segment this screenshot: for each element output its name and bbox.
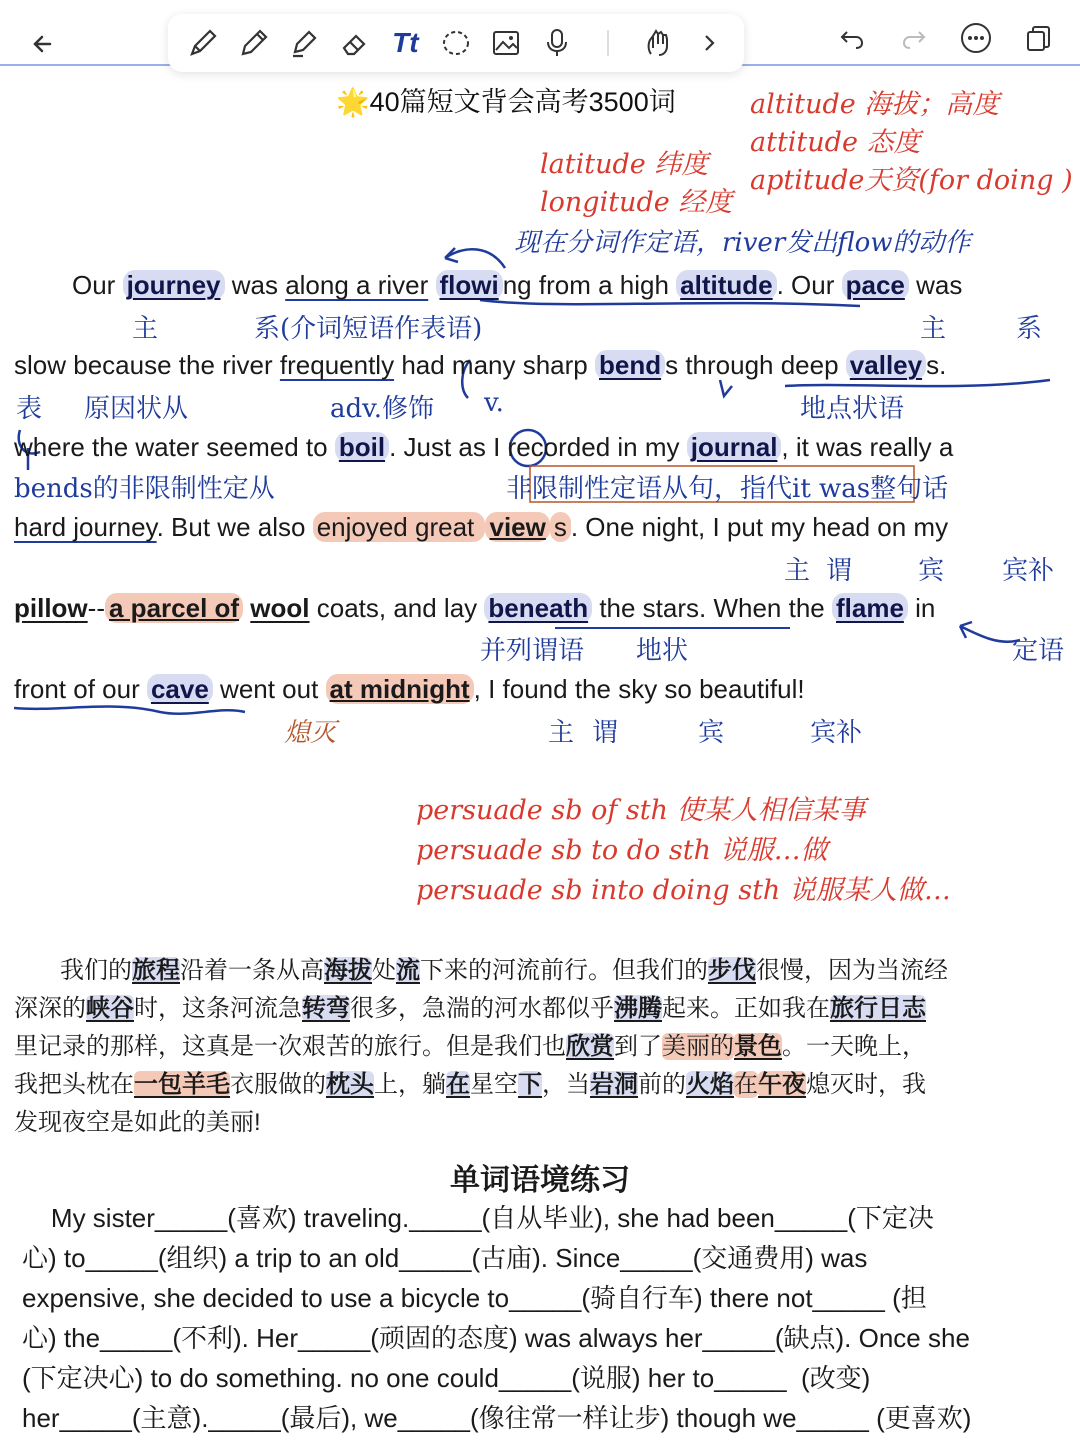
word-pillow: pillow	[14, 593, 88, 623]
tag: 主	[132, 314, 159, 344]
keyword: 美丽的	[662, 1033, 734, 1060]
tag: 系	[1016, 314, 1043, 344]
text: . Just	[389, 432, 459, 462]
word-journey: journey	[123, 270, 225, 300]
text: , it was really a	[781, 432, 954, 462]
keyword: 枕头	[326, 1071, 374, 1098]
text: s.	[926, 350, 947, 380]
phrase-hard-journey: hard journey	[14, 512, 157, 542]
text: where the water seemed to	[14, 432, 335, 462]
word-bends: bend	[595, 350, 665, 380]
cn-line	[14, 990, 1066, 1028]
note-aptitude: aptitude天资(for doing )	[750, 165, 1073, 196]
phrase-a-parcel-of: a parcel of	[105, 593, 243, 623]
text: 我们的	[60, 957, 132, 984]
word-wool: wool	[250, 593, 310, 623]
keyword: 下	[518, 1071, 542, 1098]
tag: 地状	[636, 636, 689, 666]
tag: 主	[548, 718, 575, 748]
word-cave: cave	[147, 674, 213, 704]
text: . Our	[776, 270, 842, 300]
keyword: 旅行日志	[830, 995, 926, 1022]
text: was	[224, 270, 286, 300]
text: 起来。正如我在	[662, 995, 830, 1022]
word-valleys: valley	[846, 350, 926, 380]
cn-line	[14, 1066, 1066, 1104]
note-longitude: longitude 经度	[540, 187, 733, 218]
exercise-title: 单词语境练习	[450, 1164, 630, 1197]
text-tool-label: Tt	[392, 27, 419, 58]
passage-line-6	[14, 676, 1070, 702]
phrase-along-a-river: along a river	[285, 270, 429, 300]
tag: 定语	[1012, 636, 1065, 666]
text: ng from a high	[502, 270, 677, 300]
text: 到了	[614, 1033, 662, 1060]
phrase-enjoyed-great: enjoyed great	[313, 512, 486, 542]
cn-line	[14, 1104, 1066, 1142]
text: the stars. When the	[592, 593, 832, 623]
text: was	[908, 270, 963, 300]
keyword: 在	[446, 1071, 470, 1098]
word-flame: flame	[832, 593, 908, 623]
keyword: 在	[734, 1071, 758, 1098]
text: 沿着一条从高	[180, 957, 324, 984]
page-title: 🌟40篇短文背会高考3500词	[336, 87, 676, 117]
note-altitude: altitude 海拔；高度	[750, 89, 1000, 120]
passage-line-4	[14, 514, 1070, 540]
keyword: 岩洞	[590, 1071, 638, 1098]
note-latitude: latitude 纬度	[540, 149, 709, 180]
word-altitude: altitude	[676, 270, 776, 300]
keyword: 转弯	[302, 995, 350, 1022]
text: s through deep	[665, 350, 846, 380]
tag: 主	[920, 314, 947, 344]
note-persuade-2: persuade sb to do sth 说服…做	[416, 835, 828, 866]
keyword: 景色	[734, 1033, 782, 1060]
text: . One night, I put my head on my	[570, 512, 949, 542]
text: --	[87, 593, 105, 623]
tag: 表	[16, 394, 43, 424]
passage-line-5	[14, 595, 1070, 621]
tag: 原因状从	[84, 394, 189, 424]
text: 时，这条河流急	[134, 995, 302, 1022]
cn-line	[14, 1028, 1066, 1066]
word-journal: journal	[687, 432, 782, 462]
tag: 宾补	[1002, 556, 1055, 586]
cn-line	[14, 952, 1066, 990]
word-pace: pace	[842, 270, 909, 300]
tag: 谓	[592, 718, 619, 748]
passage-line-2	[14, 352, 1070, 378]
word-as: as	[458, 432, 486, 462]
text: Our	[72, 270, 123, 300]
note-attitude: attitude 态度	[750, 127, 921, 158]
keyword: 一包羊毛	[134, 1071, 230, 1098]
text: in	[907, 593, 936, 623]
keyword: 峡谷	[86, 995, 134, 1022]
word-flowing: flowi	[436, 270, 503, 300]
text: . But we also	[156, 512, 313, 542]
tag: adv.修饰	[330, 394, 435, 424]
text: 下来的河流前行。但我们的	[420, 957, 708, 984]
text: 星空	[470, 1071, 518, 1098]
note-persuade-3: persuade sb into doing sth 说服某人做…	[416, 875, 951, 906]
word-boil: boil	[335, 432, 389, 462]
tag: v.	[484, 388, 504, 418]
phrase-at-midnight: at midnight	[326, 674, 474, 704]
tag: 宾	[918, 556, 945, 586]
text: front of our	[14, 674, 147, 704]
keyword: 沸腾	[614, 995, 662, 1022]
tag: 非限制性定语从句，指代it was整句话	[506, 474, 949, 504]
text: 我把头枕在	[14, 1071, 134, 1098]
text: , I found the sky so beautiful!	[473, 674, 805, 704]
text: 发现夜空是如此的美丽!	[14, 1109, 261, 1136]
keyword: 流	[396, 957, 420, 984]
tag: 地点状语	[800, 394, 905, 424]
text: slow because the river	[14, 350, 280, 380]
tag: 主	[784, 556, 811, 586]
passage-line-1	[14, 272, 1070, 298]
keyword: 午夜	[758, 1071, 806, 1098]
text: 上，躺	[374, 1071, 446, 1098]
passage-line-3	[14, 434, 1070, 460]
note-extinguish: 熄灭	[284, 718, 337, 748]
note-flowing: 现在分词作定语，river发出flow的动作	[514, 228, 971, 258]
note-persuade-1: persuade sb of sth 使某人相信某事	[416, 795, 866, 826]
keyword: 火焰	[686, 1071, 734, 1098]
text: 很多，急湍的河水都似乎	[350, 995, 614, 1022]
text: 前的	[638, 1071, 686, 1098]
tag: bends的非限制性定从	[14, 474, 275, 504]
text: went out	[212, 674, 326, 704]
text: had many sharp	[394, 350, 595, 380]
tag: 系(介词短语作表语)	[254, 314, 483, 344]
text	[428, 270, 435, 300]
chinese-translation	[14, 952, 1066, 1142]
exercise-text: My sister_____(喜欢) traveling._____(自从毕业), she had been_____(下定决 心) to_____(组织) a trip to an old_____(古庙). Since_____(交通费用) was expensive, she decided to use a bicycle to_____(骑自行车) there not_____ (担 心) the_____(不利). Her_____(顽固的态度) was always her_____(缺点). Once she (下定决心) to do something. no one could_____(说服) her to_____ (改变) her_____(主意)._____(最后), we_____(像往常一样让步) though we_____ (更喜欢)	[22, 1203, 972, 1433]
text: 里记录的那样，这真是一次艰苦的旅行。但是我们也	[14, 1033, 566, 1060]
word-views: view	[485, 512, 549, 542]
text: I recorded in my	[485, 432, 687, 462]
tag: 谓	[826, 556, 853, 586]
text: 衣服做的	[230, 1071, 326, 1098]
text: 。一天晚上，	[782, 1033, 926, 1060]
text: 处	[372, 957, 396, 984]
tag: 宾	[698, 718, 725, 748]
text: 熄灭时，我	[806, 1071, 926, 1098]
tag: 宾补	[810, 718, 863, 748]
text: ，当	[542, 1071, 590, 1098]
keyword: 海拔	[324, 957, 372, 984]
word-frequently: frequently	[279, 350, 395, 380]
keyword: 旅程	[132, 957, 180, 984]
keyword: 欣赏	[566, 1033, 614, 1060]
text: 很慢，因为当流经	[756, 957, 948, 984]
keyword: 步伐	[708, 957, 756, 984]
text: s	[550, 512, 571, 542]
word-beneath: beneath	[484, 593, 592, 623]
tag: 并列谓语	[480, 636, 585, 666]
text: coats, and lay	[309, 593, 485, 623]
text: 深深的	[14, 995, 86, 1022]
